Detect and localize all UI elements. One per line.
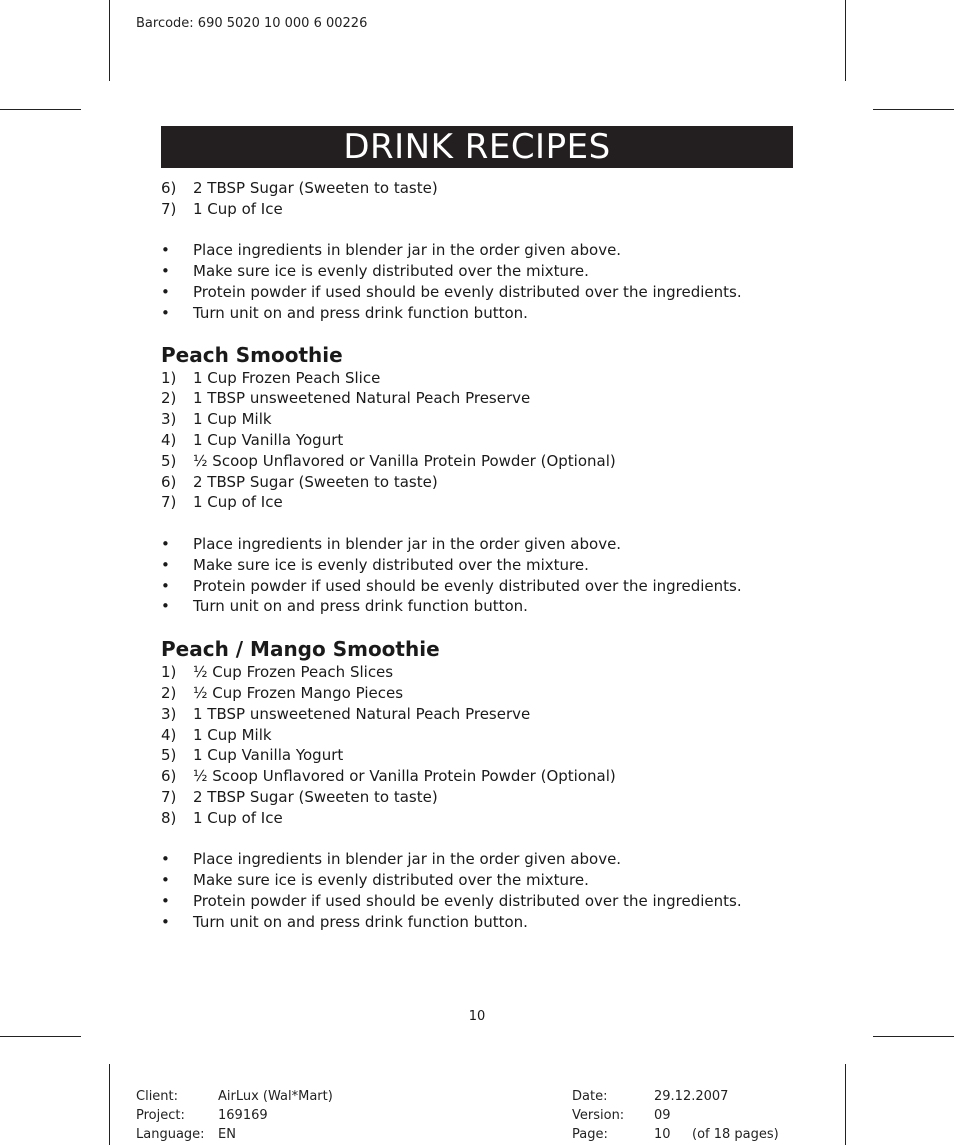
- bullet-item: • Protein powder if used should be evenly distributed over the ingredients.: [161, 891, 742, 910]
- bullet-icon: •: [161, 282, 170, 301]
- bullet-icon: •: [161, 534, 170, 553]
- bullet-item: • Place ingredients in blender jar in the order given above.: [161, 534, 622, 553]
- bullet-icon: •: [161, 241, 170, 260]
- list-item: 3) 1 TBSP unsweetened Natural Peach Preserve: [161, 704, 531, 723]
- bullet-item: • Place ingredients in blender jar in the order given above.: [161, 850, 622, 869]
- bullet-item: • Make sure ice is evenly distributed over the mixture.: [161, 871, 589, 890]
- bullet-item: • Make sure ice is evenly distributed over the mixture.: [161, 262, 589, 281]
- list-item: 2) 1 TBSP unsweetened Natural Peach Preserve: [161, 389, 531, 408]
- client-value: AirLux (Wal*Mart): [218, 1089, 333, 1104]
- bullet-item: • Make sure ice is evenly distributed over the mixture.: [161, 555, 589, 574]
- bullet-item: • Place ingredients in blender jar in the order given above.: [161, 241, 622, 260]
- project-label: Project:: [136, 1108, 185, 1123]
- page-total: (of 18 pages): [692, 1127, 779, 1142]
- list-item: 1) ½ Cup Frozen Peach Slices: [161, 663, 394, 682]
- crop-mark: [0, 109, 81, 110]
- bullet-icon: •: [161, 262, 170, 281]
- list-item: 6) 2 TBSP Sugar (Sweeten to taste): [161, 179, 438, 197]
- version-value: 09: [654, 1108, 671, 1123]
- bullet-icon: •: [161, 303, 170, 322]
- date-value: 29.12.2007: [654, 1089, 729, 1104]
- date-label: Date:: [572, 1089, 608, 1104]
- page-value: 10: [654, 1127, 671, 1142]
- recipe-heading: Peach Smoothie: [161, 342, 343, 367]
- bullet-icon: •: [161, 891, 170, 910]
- list-item: 4) 1 Cup Milk: [161, 725, 272, 744]
- crop-mark: [873, 1036, 954, 1037]
- project-value: 169169: [218, 1108, 268, 1123]
- bullet-icon: •: [161, 597, 170, 616]
- crop-mark: [845, 1064, 846, 1145]
- list-item: 5) ½ Scoop Unflavored or Vanilla Protein Powder (Optional): [161, 451, 616, 470]
- page-number: 10: [468, 1009, 486, 1024]
- bullet-icon: •: [161, 850, 170, 869]
- list-item: 7) 2 TBSP Sugar (Sweeten to taste): [161, 787, 438, 806]
- crop-mark: [109, 1064, 110, 1145]
- bullet-icon: •: [161, 871, 170, 890]
- list-item: 6) ½ Scoop Unflavored or Vanilla Protein Powder (Optional): [161, 767, 616, 786]
- crop-mark: [109, 0, 110, 81]
- list-item: 4) 1 Cup Vanilla Yogurt: [161, 430, 344, 449]
- list-item: 2) ½ Cup Frozen Mango Pieces: [161, 683, 404, 702]
- version-label: Version:: [572, 1108, 625, 1123]
- recipe-heading: Peach / Mango Smoothie: [161, 637, 440, 662]
- list-item: 7) 1 Cup of Ice: [161, 199, 283, 218]
- list-item: 6) 2 TBSP Sugar (Sweeten to taste): [161, 472, 438, 491]
- bullet-item: • Turn unit on and press drink function button.: [161, 303, 528, 322]
- recipe-content: [161, 178, 793, 933]
- bullet-item: • Turn unit on and press drink function button.: [161, 597, 528, 616]
- footer-right: [572, 1087, 812, 1144]
- bullet-item: • Protein powder if used should be evenly distributed over the ingredients.: [161, 282, 742, 301]
- language-value: EN: [218, 1127, 236, 1142]
- footer-left: [136, 1087, 436, 1144]
- list-item: 7) 1 Cup of Ice: [161, 493, 283, 512]
- list-item: 1) 1 Cup Frozen Peach Slice: [161, 368, 381, 387]
- list-item: 3) 1 Cup Milk: [161, 410, 272, 429]
- barcode-text: Barcode: 690 5020 10 000 6 00226: [136, 16, 368, 31]
- list-item: 8) 1 Cup of Ice: [161, 808, 283, 827]
- crop-mark: [0, 1036, 81, 1037]
- crop-mark: [873, 109, 954, 110]
- page-label: Page:: [572, 1127, 608, 1142]
- crop-mark: [845, 0, 846, 81]
- bullet-item: • Turn unit on and press drink function button.: [161, 912, 528, 931]
- bullet-icon: •: [161, 576, 170, 595]
- client-label: Client:: [136, 1089, 179, 1104]
- bullet-icon: •: [161, 555, 170, 574]
- bullet-item: • Protein powder if used should be evenly distributed over the ingredients.: [161, 576, 742, 595]
- language-label: Language:: [136, 1127, 205, 1142]
- page-title: DRINK RECIPES: [161, 126, 793, 168]
- bullet-icon: •: [161, 912, 170, 931]
- list-item: 5) 1 Cup Vanilla Yogurt: [161, 746, 344, 765]
